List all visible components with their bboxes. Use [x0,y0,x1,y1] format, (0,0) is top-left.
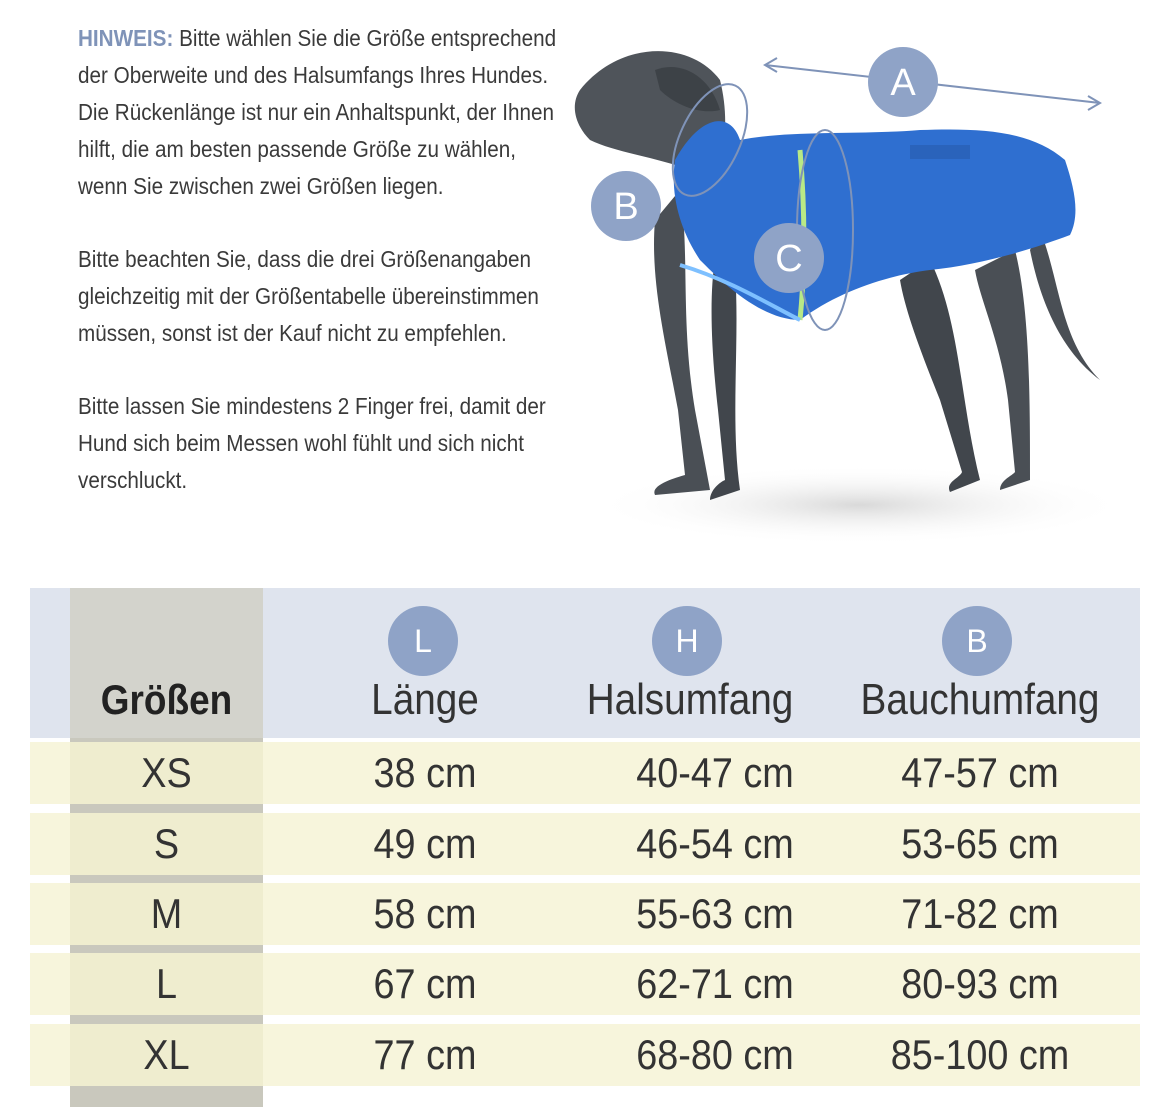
table-row [30,883,1140,945]
header-length: Länge [371,675,479,724]
header-neck: Halsumfang [586,675,794,724]
belly-cell: 53-65 cm [901,820,1059,867]
neck-badge: H [652,606,722,676]
belly-badge: B [942,606,1012,676]
neck-cell: 55-63 cm [636,890,794,937]
size-cell: L [155,960,178,1007]
size-table [30,588,1140,1107]
hinweis-keyword: HINWEIS: [78,25,174,51]
length-cell: 49 cm [373,820,477,867]
length-cell: 77 cm [373,1031,477,1078]
table-row [30,742,1140,804]
svg-text:B: B [613,186,639,228]
size-cell: XS [141,749,192,796]
belly-cell: 80-93 cm [901,960,1059,1007]
marker-a [868,47,938,117]
table-row [30,1024,1140,1086]
length-cell: 58 cm [373,890,477,937]
neck-cell: 46-54 cm [636,820,794,867]
length-cell: 38 cm [373,749,477,796]
size-cell: S [153,820,180,867]
belly-cell: 47-57 cm [901,749,1059,796]
marker-b [591,171,661,241]
header-belly: Bauchumfang [860,675,1100,724]
neck-cell: 68-80 cm [636,1031,794,1078]
table-row [30,813,1140,875]
neck-cell: 40-47 cm [636,749,794,796]
size-agreement-paragraph: Bitte beachten Sie, dass die drei Größenangaben gleichzeitig mit der Größentabelle übereinstimmen müssen, sonst ist der Kauf nicht zu empfehlen. [78,246,539,346]
neck-cell: 62-71 cm [636,960,794,1007]
svg-text:A: A [890,62,916,104]
dog-measurement-illustration [560,20,1160,570]
hinweis-text: Bitte wählen Sie die Größe entsprechend der Oberweite und des Halsumfangs Ihres Hundes. Die Rückenlänge ist nur ein Anhaltspunkt, der Ihnen hilft, die am besten passende Größe zu wählen, wenn Sie zwischen zwei Größen liegen. [78,25,557,199]
floor-shadow [590,465,1130,545]
finger-space-paragraph: Bitte lassen Sie mindestens 2 Finger frei, damit der Hund sich beim Messen wohl fühlt und sich nicht verschluckt. [78,393,546,493]
length-badge: L [388,606,458,676]
header-size: Größen [100,676,233,723]
hinweis-paragraph [78,20,571,205]
svg-text:C: C [775,238,803,280]
marker-c [754,223,824,293]
table-row [30,953,1140,1015]
size-notes [78,20,568,535]
size-cell: M [150,890,183,937]
length-cell: 67 cm [373,960,477,1007]
belly-cell: 85-100 cm [890,1031,1070,1078]
belly-cell: 71-82 cm [901,890,1059,937]
size-cell: XL [143,1031,190,1078]
